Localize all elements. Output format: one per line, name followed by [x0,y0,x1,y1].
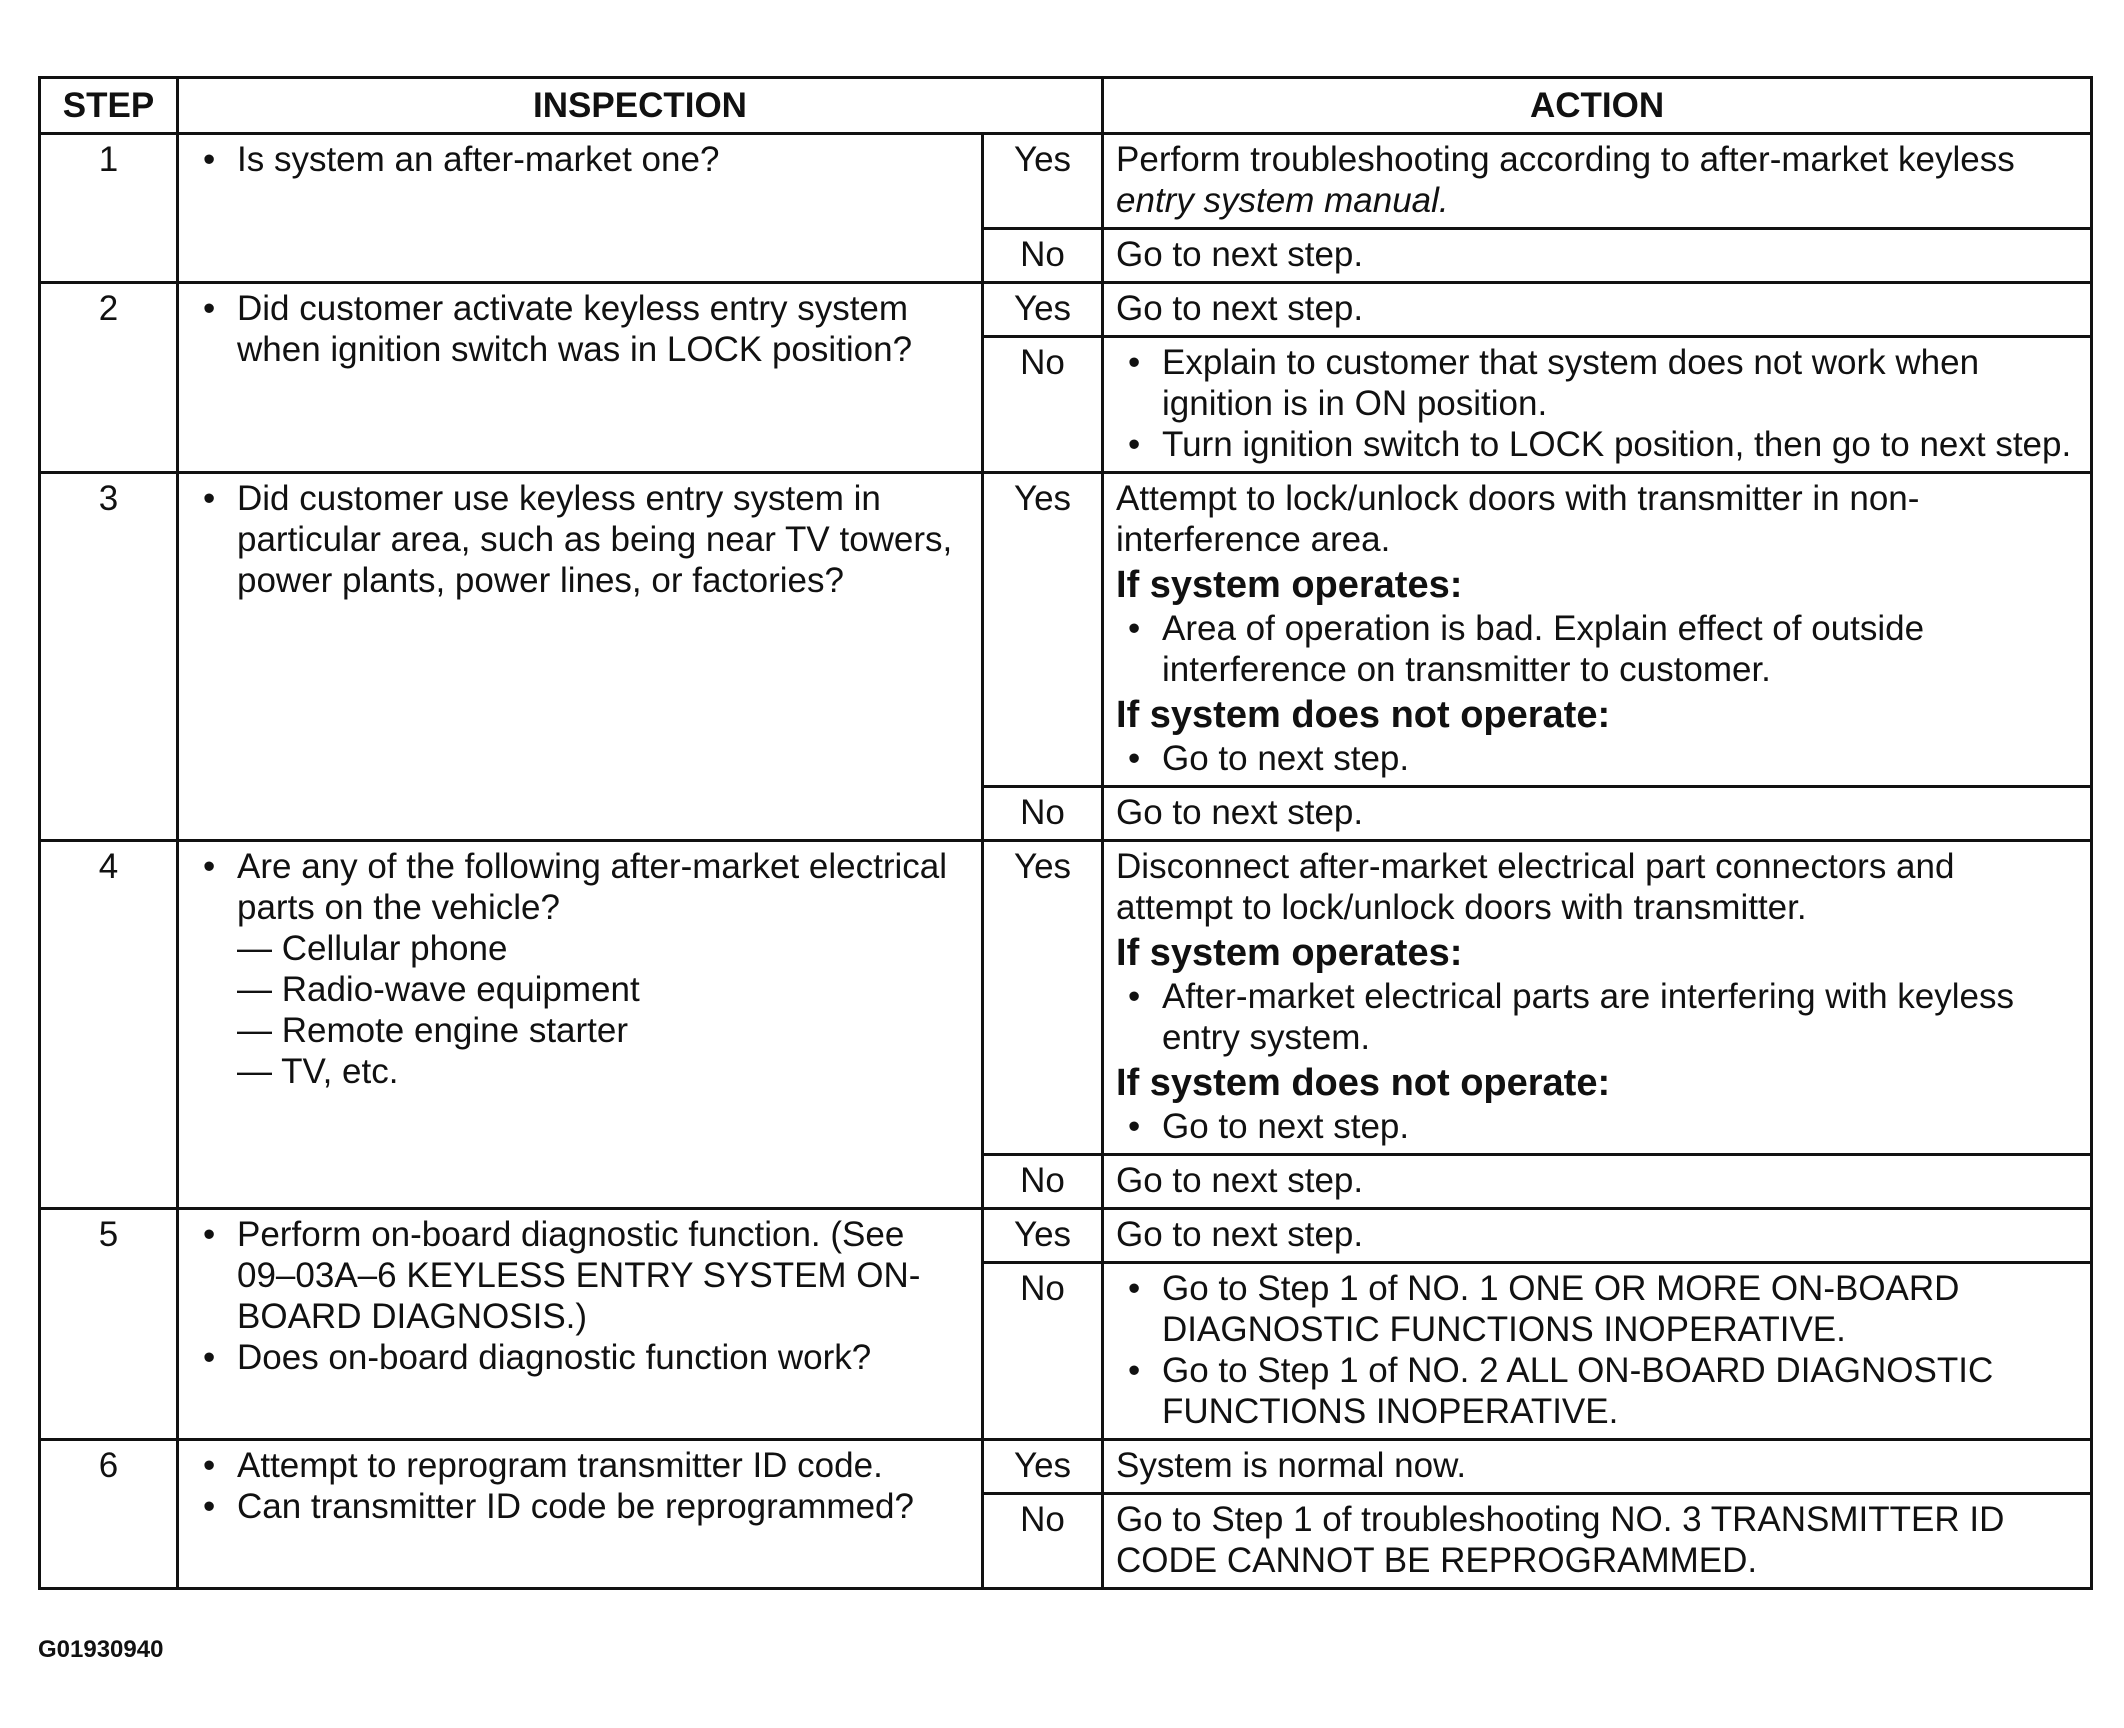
action-item: • Go to next step. [1116,738,2078,779]
inspection-cell [178,1440,983,1589]
no-action [1103,1263,2092,1440]
inspection-item: • Is system an after-market one? [191,139,969,180]
part-item: — Radio-wave equipment [237,970,640,1009]
action-item: • Go to Step 1 of NO. 2 ALL ON-BOARD DIAGNOSTIC FUNCTIONS INOPERATIVE. [1116,1350,2078,1432]
inspection-item: • Attempt to reprogram transmitter ID code. [191,1445,969,1486]
yes-action [1103,473,2092,787]
action-intro: Disconnect after-market electrical part connectors and attempt to lock/unlock doors with transmitter. [1116,847,1955,927]
no-label: No [983,1263,1103,1440]
inspection-cell [178,473,983,841]
yes-label: Yes [983,841,1103,1155]
no-action: Go to Step 1 of troubleshooting NO. 3 TRANSMITTER ID CODE CANNOT BE REPROGRAMMED. [1103,1494,2092,1589]
no-label: No [983,229,1103,283]
action-item: • Area of operation is bad. Explain effect of outside interference on transmitter to customer. [1116,608,2078,690]
action-item: • Turn ignition switch to LOCK position, then go to next step. [1116,424,2078,465]
step-5-yes-row [40,1209,2092,1263]
inspection-item: • Can transmitter ID code be reprogrammed? [191,1486,969,1527]
action-item: • Go to next step. [1116,1106,2078,1147]
no-label: No [983,787,1103,841]
action-text-italic: entry system manual. [1116,181,1449,220]
yes-label: Yes [983,283,1103,337]
step-6-yes-row [40,1440,2092,1494]
header-row [40,78,2092,134]
step-2-yes-row [40,283,2092,337]
inspection-cell [178,841,983,1209]
inspection-item: • Did customer activate keyless entry system when ignition switch was in LOCK position? [191,288,969,370]
step-1-yes-row [40,134,2092,229]
no-action: Go to next step. [1103,1155,2092,1209]
no-label: No [983,337,1103,473]
action-intro: Attempt to lock/unlock doors with transmitter in non-interference area. [1116,479,1920,559]
header-action: ACTION [1103,78,2092,134]
step-number: 3 [40,473,178,841]
troubleshooting-table [38,76,2093,1590]
no-action: Go to next step. [1103,787,2092,841]
no-action: Go to next step. [1103,229,2092,283]
no-action [1103,337,2092,473]
inspection-item: • Perform on-board diagnostic function. (See 09–03A–6 KEYLESS ENTRY SYSTEM ON-BOARD DIAGNOSIS.) [191,1214,969,1337]
header-step: STEP [40,78,178,134]
part-item: — Cellular phone [237,929,508,968]
inspection-item: • Does on-board diagnostic function work? [191,1337,969,1378]
inspection-item: • Did customer use keyless entry system in particular area, such as being near TV towers, power plants, power lines, or factories? [191,478,969,601]
yes-action: Go to next step. [1103,1209,2092,1263]
yes-label: Yes [983,1209,1103,1263]
yes-label: Yes [983,134,1103,229]
step-number: 4 [40,841,178,1209]
no-label: No [983,1155,1103,1209]
figure-code: G01930940 [38,1636,164,1663]
step-number: 1 [40,134,178,283]
header-inspection: INSPECTION [178,78,1103,134]
if-operates-heading: If system operates: [1116,564,1463,606]
no-label: No [983,1494,1103,1589]
inspection-cell [178,1209,983,1440]
step-4-yes-row [40,841,2092,1155]
yes-action [1103,841,2092,1155]
yes-action [1103,134,2092,229]
part-item: — TV, etc. [237,1052,399,1091]
step-number: 2 [40,283,178,473]
action-item: • Go to Step 1 of NO. 1 ONE OR MORE ON-BOARD DIAGNOSTIC FUNCTIONS INOPERATIVE. [1116,1268,2078,1350]
if-not-operates-heading: If system does not operate: [1116,1062,1611,1104]
if-operates-heading: If system operates: [1116,932,1463,974]
part-item: — Remote engine starter [237,1011,629,1050]
yes-action: Go to next step. [1103,283,2092,337]
inspection-cell [178,283,983,473]
if-not-operates-heading: If system does not operate: [1116,694,1611,736]
action-item: • Explain to customer that system does not work when ignition is in ON position. [1116,342,2078,424]
yes-action: System is normal now. [1103,1440,2092,1494]
step-3-yes-row [40,473,2092,787]
inspection-item: • Are any of the following after-market electrical parts on the vehicle? [191,846,969,928]
yes-label: Yes [983,473,1103,787]
step-number: 5 [40,1209,178,1440]
action-text: Perform troubleshooting according to after-market keyless [1116,140,2015,179]
yes-label: Yes [983,1440,1103,1494]
step-number: 6 [40,1440,178,1589]
inspection-cell [178,134,983,283]
action-item: • After-market electrical parts are interfering with keyless entry system. [1116,976,2078,1058]
